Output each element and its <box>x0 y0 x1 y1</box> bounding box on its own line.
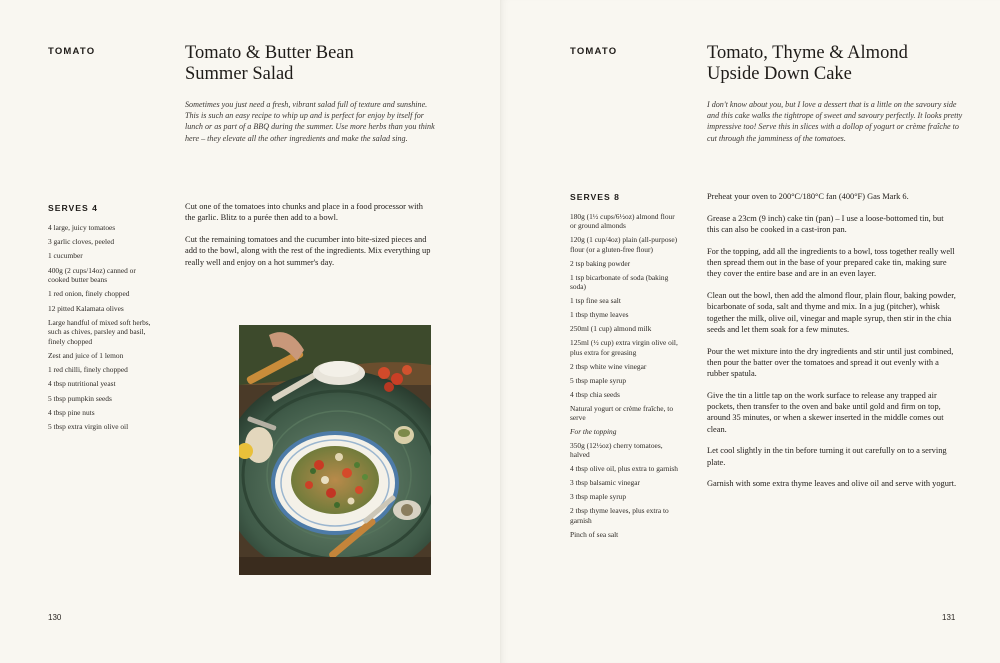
recipe-title-line-1: Tomato, Thyme & Almond <box>707 43 908 63</box>
ingredient-item: Natural yogurt or crème fraîche, to serve <box>570 403 674 423</box>
ingredient-item: 5 tbsp maple syrup <box>570 375 627 385</box>
ingredient-item: 4 tbsp pine nuts <box>48 407 95 417</box>
ingredient-item: 250ml (1 cup) almond milk <box>570 324 652 334</box>
recipe-title <box>185 43 465 85</box>
recipe-title-line-1: Tomato & Butter Bean <box>185 43 354 63</box>
method-step: Preheat your oven to 200°C/180°C fan (400°F) Gas Mark 6. <box>707 192 909 201</box>
method-step: Cut the remaining tomatoes and the cucumber into bite-sized pieces and add to the bowl, along with the rest of the ingredients. Mix everything up really well and enjoy on a hot summer's day. <box>185 234 431 267</box>
ingredient-list <box>570 212 680 544</box>
ingredient-item: 4 tbsp chia seeds <box>570 389 620 399</box>
method-step: Cut one of the tomatoes into chunks and place in a food processor with the garlic. Blitz to a purée then add to a bowl. <box>185 202 423 223</box>
method-step: Garnish with some extra thyme leaves and olive oil and serve with yogurt. <box>707 479 957 489</box>
method-step: Pour the wet mixture into the dry ingredients and stir until just combined, then pour the batter over the tomatoes and spread it out evenly with a rubber spatula. <box>707 346 954 379</box>
method <box>185 201 431 278</box>
recipe-intro: I don't know about you, but I love a dessert that is a little on the savoury side and this cake walks the tightrope of sweet and savoury perfectly. It looks pretty impressive too! Serve this in slices with a dollop of yogurt or crème fraîche to cut through the jamminess of the tomatoes. <box>707 100 963 143</box>
method <box>707 191 957 500</box>
ingredient-item: 400g (2 cups/14oz) canned or cooked butter beans <box>48 265 136 285</box>
topping-item: 4 tbsp olive oil, plus extra to garnish <box>570 464 678 474</box>
ingredient-item: Zest and juice of 1 lemon <box>48 351 124 361</box>
serves-label: SERVES 4 <box>48 203 98 213</box>
serves-label: SERVES 8 <box>570 192 620 202</box>
section-label: TOMATO <box>570 46 618 57</box>
method-step: For the topping, add all the ingredients to a bowl, toss together really well then spread them out in the base of your prepared cake tin, making sure they cover the entire base and are in an even layer. <box>707 246 955 279</box>
ingredient-item: 125ml (½ cup) extra virgin olive oil, plus extra for greasing <box>570 338 678 357</box>
recipe-intro: Sometimes you just need a fresh, vibrant salad full of texture and sunshine. This is such an easy recipe to whip up and is perfect for enjoy by itself for lunch or as part of a BBQ during the summer. Use more herbs than you think here – they elevate all the other ingredients and make the salad sing. <box>185 100 435 143</box>
ingredient-item: 120g (1 cup/4oz) plain (all-purpose) flour (or a gluten-free flour) <box>570 235 678 254</box>
ingredient-item: 5 tbsp pumpkin seeds <box>48 393 112 403</box>
ingredient-item: 1 tsp fine sea salt <box>570 296 621 306</box>
ingredient-item: Large handful of mixed soft herbs, such as chives, parsley and basil, finely chopped <box>48 317 151 346</box>
recipe-title <box>707 43 987 85</box>
ingredient-item: 1 cucumber <box>48 251 83 261</box>
ingredient-item: 4 large, juicy tomatoes <box>48 223 116 232</box>
topping-item: 3 tbsp balsamic vinegar <box>570 478 640 488</box>
section-label: TOMATO <box>48 46 96 57</box>
right-page <box>500 0 1000 663</box>
method-step: Let cool slightly in the tin before turning it out carefully on to a serving plate. <box>707 446 947 467</box>
ingredient-item: 1 red onion, finely chopped <box>48 289 130 299</box>
recipe-title-line-2: Upside Down Cake <box>707 64 852 84</box>
method-step: Give the tin a little tap on the work surface to release any trapped air pockets, then transfer to the oven and bake until gold and firm on top, around 35 minutes, or when a skewer inserted in the middle comes out clean. <box>707 390 944 434</box>
recipe-title-line-2: Summer Salad <box>185 64 294 84</box>
ingredient-item: 1 red chilli, finely chopped <box>48 365 128 375</box>
topping-item: 350g (12½oz) cherry tomatoes, halved <box>570 441 663 460</box>
ingredient-item: 4 tbsp nutritional yeast <box>48 379 116 389</box>
ingredient-item: 2 tsp baking powder <box>570 258 631 268</box>
ingredient-item: 2 tbsp white wine vinegar <box>570 361 647 371</box>
ingredient-item: 12 pitted Kalamata olives <box>48 303 124 313</box>
ingredient-item: 1 tsp bicarbonate of soda (baking soda) <box>570 272 669 292</box>
topping-item: 3 tbsp maple syrup <box>570 492 627 502</box>
ingredient-item: 5 tbsp extra virgin olive oil <box>48 422 129 432</box>
page-number: 130 <box>48 613 62 622</box>
page-number: 131 <box>942 613 956 622</box>
method-step: Clean out the bowl, then add the almond flour, plain flour, baking powder, bicarbonate of soda, salt and thyme and mix. In a jug (pitcher), whisk together the milk, olive oil, vinegar and maple syrup, then stir in the chia seeds and let them soak for a few minutes. <box>707 290 956 334</box>
method-step: Grease a 23cm (9 inch) cake tin (pan) – I use a loose-bottomed tin, but this can also be cooked in a cast-iron pan. <box>707 213 944 234</box>
salad-photo <box>239 325 431 575</box>
ingredient-item: 180g (1½ cups/6½oz) almond flour or ground almonds <box>570 212 675 231</box>
topping-heading: For the topping <box>570 427 617 437</box>
ingredient-list <box>48 223 158 436</box>
ingredient-item: 1 tbsp thyme leaves <box>570 310 629 320</box>
ingredient-item: 3 garlic cloves, peeled <box>48 237 115 247</box>
topping-item: Pinch of sea salt <box>570 529 619 539</box>
topping-item: 2 tbsp thyme leaves, plus extra to garnish <box>570 506 669 525</box>
